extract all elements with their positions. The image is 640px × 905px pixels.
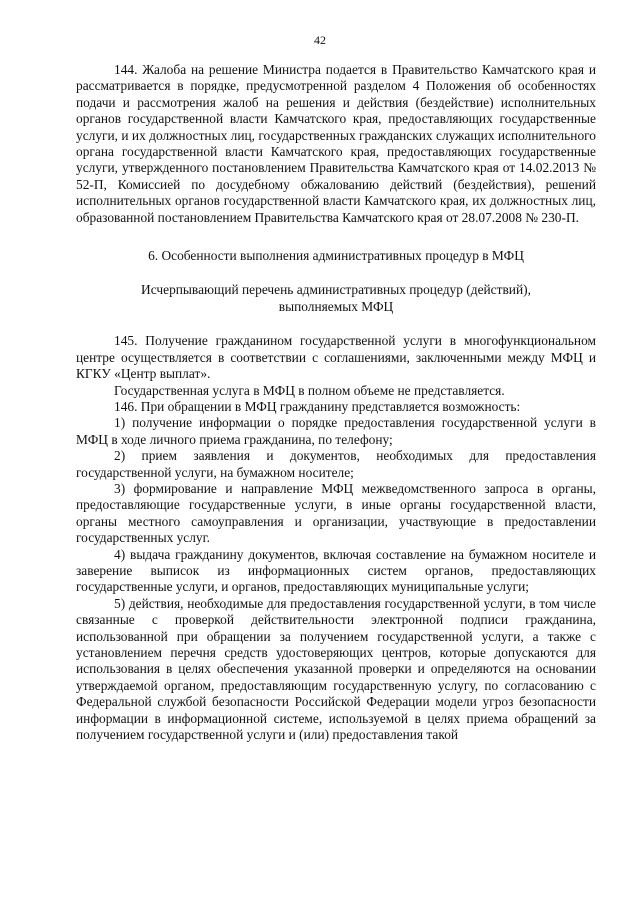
paragraph-144: 144. Жалоба на решение Министра подается в Правительство Камчатского края и рассматривается в порядке, предусмотренной разделом 4 Положения об особенностях подачи и рассмотрения жалоб на решения и действия (бездействие) исполнительных органов государственной власти Камчатского края, предоставляющих государственные услуги, и их должностных лиц, государственных гражданских служащих исполнительного органа государственной власти Камчатского края, предоставляющих государственные услуги, утвержденного постановлением Правительства Камчатского края от 14.02.2013 № 52-П, Комиссией по досудебному обжалованию действий (бездействия), решений исполнительных органов государственной власти Камчатского края, их должностных лиц, образованной постановлением Правительства Камчатского края от 28.07.2008 № 230-П. — [76, 62, 596, 225]
list-item-5: 5) действия, необходимые для предоставления государственной услуги, в том числе связанные с проверкой действительности электронной подписи гражданина, использованной при обращении за получением государственной услуги, а также с установлением перечня средств удостоверяющих центров, которые допускаются для использования в целях обеспечения указанной проверки и определяются на основании утверждаемой органом, предоставляющим государственную услугу, по согласованию с Федеральной службой безопасности Российской Федерации модели угроз безопасности информации в информационной системе, используемой в целях приема обращений за получением государственной услуги и (или) предоставления такой — [76, 595, 596, 743]
list-item-1: 1) получение информации о порядке предоставления государственной услуги в МФЦ в ходе личного приема гражданина, по телефону; — [76, 415, 596, 447]
section-title: 6. Особенности выполнения административных процедур в МФЦ — [148, 248, 524, 264]
paragraph-146: 146. При обращении в МФЦ гражданину представляется возможность: — [114, 398, 521, 414]
document-body — [76, 62, 596, 743]
subsection-title — [76, 282, 596, 315]
paragraph-full-volume: Государственная услуга в МФЦ в полном объеме не представляется. — [114, 382, 505, 398]
paragraph-145: 145. Получение гражданином государственной услуги в многофункциональном центре осуществляется в соответствии с соглашениями, заключенными между МФЦ и КГКУ «Центр выплат». — [76, 333, 596, 382]
list-item-4: 4) выдача гражданину документов, включая составление на бумажном носителе и заверение выписок из информационных систем органов, предоставляющих государственные услуги, и органов, предоставляющих муниципальные услуги; — [76, 546, 596, 595]
page-number: 42 — [314, 33, 326, 47]
subsection-title-line-1: Исчерпывающий перечень административных процедур (действий), — [141, 282, 531, 298]
subsection-title-line-2: выполняемых МФЦ — [278, 298, 394, 314]
list-item-3: 3) формирование и направление МФЦ межведомственного запроса в органы, предоставляющие государственные услуги, в иные органы государственной власти, органы местного самоуправления и организации, участвующие в предоставлении государственных услуг. — [76, 480, 596, 546]
list-item-2: 2) прием заявления и документов, необходимых для предоставления государственной услуги, на бумажном носителе; — [76, 448, 596, 480]
